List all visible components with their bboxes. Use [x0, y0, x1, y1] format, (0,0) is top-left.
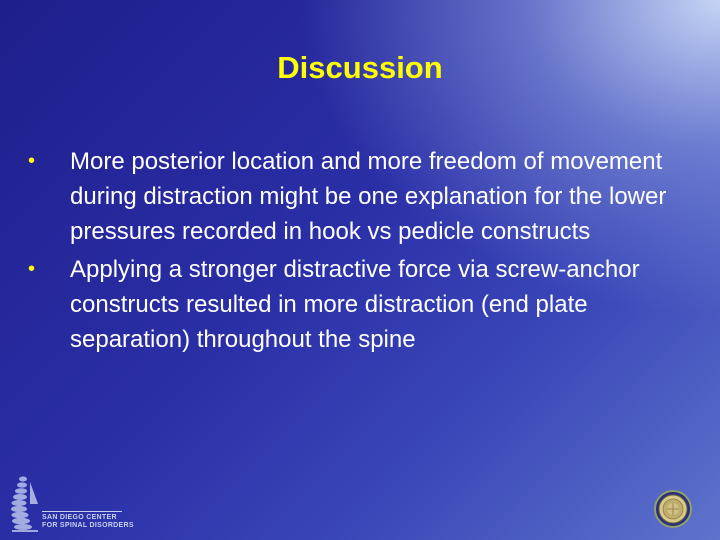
logo-divider: [42, 511, 122, 512]
bullet-item: [24, 252, 684, 357]
spine-sail-icon: [8, 474, 42, 534]
bullet-marker: •: [28, 150, 36, 172]
center-logo: [8, 474, 134, 534]
bullet-marker: •: [28, 258, 36, 280]
logo-text: [42, 514, 132, 530]
seal-icon: [654, 490, 692, 528]
bullet-list: [24, 144, 684, 360]
bullet-text: More posterior location and more freedom of movement during distraction might be one explanation for the lower pressures recorded in hook vs pedicle constructs: [70, 148, 667, 245]
logo-line-2: FOR SPINAL DISORDERS: [42, 522, 134, 529]
logo-line-1: SAN DIEGO CENTER: [42, 514, 117, 521]
slide-title: Discussion: [277, 50, 443, 85]
bullet-item: [24, 144, 684, 249]
bullet-text: Applying a stronger distractive force via screw-anchor constructs resulted in more distraction (end plate separation) throughout the spine: [70, 256, 640, 353]
